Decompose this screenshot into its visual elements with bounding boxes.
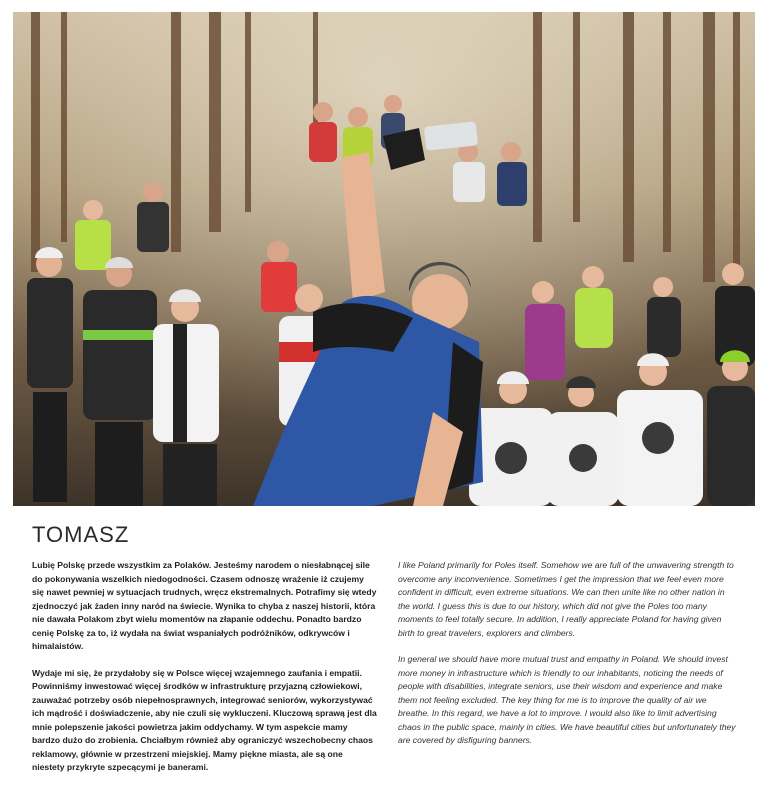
polish-text-column: [32, 559, 377, 788]
person-name: TOMASZ: [32, 522, 130, 547]
polish-paragraph-1: Lubię Polskę przede wszystkim za Polaków. Jesteśmy narodem o niesłabnącej sile do pokonywania wszelkich niedogodności. Czasem odnoszę wrażenie iż czujemy się nawet pewniej w sytuacjach trudnych, wręcz ekstremalnych. Potrafimy się wtedy zjednoczyć jak żaden inny naród na świecie. Wynika to chyba z naszej historii, która nie dawała Polakom zbyt wielu momentów na złapanie oddechu. Ponadto bardzo cenię Polskę za to, iż wydała na świat wspaniałych podróżników, odkrywców i himalaistów.: [32, 560, 377, 651]
group-selfie-photo: [13, 12, 755, 506]
polish-paragraph-2: Wydaje mi się, że przydałoby się w Polsce więcej wzajemnego zaufania i empatii. Powinniśmy inwestować więcej środków w infrastrukturę przyjazną człowiekowi, zauważać potrzeby osób niepełnosprawnych, integrować seniorów, wykorzystywać ich mądrość i doświadczenie, aby nie czuli się wykluczeni. Kluczową sprawą jest dla mnie polepszenie jakości powietrza jakim oddychamy. W tym aspekcie mamy bardzo dużo do zrobienia. Chciałbym również aby ograniczyć wszechobecny chaos reklamowy, głównie w przestrzeni miejskiej. Mamy piękne miasta, ale są one niestety przykryte szpecącymi je banerami.: [32, 667, 377, 772]
english-paragraph-1: I like Poland primarily for Poles itself. Somehow we are full of the unwavering strength to overcome any inconvenience. Sometimes I get the impression that we feel even more confident in difficult, even extreme situations. We can then unite like no other nation in the world. I guess this is due to our history, which did not give the Poles too many moments to feel totally secure. In addition, I really appreciate Poland for having given birth to great travelers, explorers and climbers.: [398, 560, 734, 638]
photo-illustration: [13, 12, 755, 506]
english-text-column: [398, 559, 738, 761]
english-paragraph-2: In general we should have more mutual trust and empathy in Poland. We should invest more money in infrastructure which is friendly to our inhabitants, noticing the needs of people with disabilities, integrate seniors, use their wisdom and experience and make them not feeling excluded. The key thing for me is to improve the quality of air we breathe. In this regard, we have a lot to improve. I would also like to limit advertising chaos in the public space, mainly in cities. We have beautiful cities but unfortunately they are covered by disfiguring banners.: [398, 654, 736, 745]
